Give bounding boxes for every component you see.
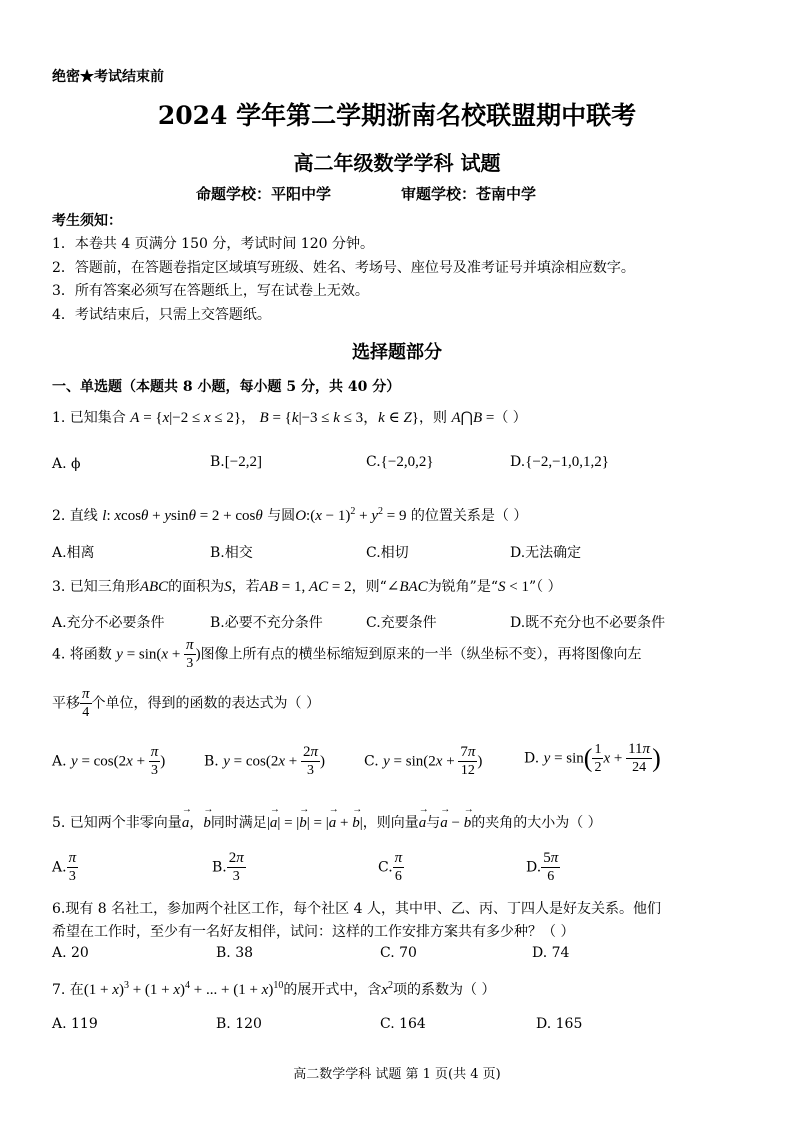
q1-option-b: B.[−2,2] xyxy=(210,454,262,470)
question-5-stem: 5. 已知两个非零向量→ a，→ b同时满足|→ a| = |→ b| = |→ a + → b|，则向量→ a与→ a − → b的夹角的大小为（ ） xyxy=(52,812,602,832)
q3-option-d: D.既不充分也不必要条件 xyxy=(510,615,666,631)
exam-title: 2024 学年第二学期浙南名校联盟期中联考 xyxy=(157,101,637,130)
q3-option-c: C.充要条件 xyxy=(366,615,437,631)
q3-option-a: A.充分不必要条件 xyxy=(52,615,165,631)
notice-item: 1．本卷共 4 页满分 150 分，考试时间 120 分钟。 xyxy=(52,236,374,252)
question-7-stem: 7. 在$(1 + x)^3 + (1 + x)^4$ + ... + $(1 + x)^{10}$的展开式中，含$x^2$项的系数为（ ） xyxy=(52,980,496,998)
notice-item: 3．所有答案必须写在答题纸上，写在试卷上无效。 xyxy=(52,283,369,299)
school-info xyxy=(196,183,536,204)
q5-option-b: B. $\frac{2\pi}{3}$ xyxy=(212,850,244,884)
part-heading: 一、单选题（本题共 8 小题，每小题 5 分，共 40 分） xyxy=(52,379,401,395)
q6-option-c: C. 70 xyxy=(380,945,417,961)
question-2-stem: 2. 直线 l: xcosθ + ysinθ = 2 + cosθ 与圆O:(x − $1)^2 + y^2 = 9$ 的位置关系是（ ） xyxy=(52,506,528,524)
q2-option-d: D.无法确定 xyxy=(510,545,582,561)
q6-option-b: B. 38 xyxy=(216,945,254,961)
question-4-stem-line2: 平移 $\frac{\pi}{4}$ 个单位，得到的函数的表达式为（ ） xyxy=(52,686,320,720)
q1-option-a: A. ϕ xyxy=(52,456,81,472)
q5-option-c: C. $\frac{\pi}{6}$ xyxy=(378,850,403,884)
notice-item: 4．考试结束后，只需上交答题纸。 xyxy=(52,307,271,323)
q5-option-a: A. $\frac{\pi}{3}$ xyxy=(52,850,77,884)
q4-option-d: D. y = sin( $\frac{1}{2}$ x + $\frac{11\pi}{24}$ ) xyxy=(524,741,661,775)
notice-item: 2．答题前，在答题卷指定区域填写班级、姓名、考场号、座位号及准考证号并填涂相应数字。 xyxy=(52,260,635,276)
exam-subtitle: 高二年级数学学科 试题 xyxy=(293,151,501,175)
secret-label: 绝密★考试结束前 xyxy=(52,69,164,85)
q4-option-b: B. y = cos(2x + $\frac{2\pi}{3}$ ) xyxy=(204,744,325,778)
q3-option-b: B.必要不充分条件 xyxy=(210,615,323,631)
q4-option-c: C. y = sin(2x + $\frac{7\pi}{12}$ ) xyxy=(364,744,483,778)
page-footer: 高二数学学科 试题 第 1 页(共 4 页) xyxy=(293,1067,501,1082)
reviewer-school: 审题学校：苍南中学 xyxy=(401,185,537,203)
setter-school: 命题学校：平阳中学 xyxy=(196,185,332,203)
q7-option-d: D. 165 xyxy=(536,1016,583,1032)
notice-heading: 考生须知： xyxy=(52,213,122,229)
q6-option-d: D. 74 xyxy=(532,945,570,961)
q2-option-a: A.相离 xyxy=(52,545,95,561)
q1-option-d: D.{−2,−1,0,1,2} xyxy=(510,454,610,470)
q2-option-c: C.相切 xyxy=(366,545,409,561)
question-6-line2: 希望在工作时，至少有一名好友相伴，试问：这样的工作安排方案共有多少种？（ ） xyxy=(52,924,575,940)
q7-option-c: C. 164 xyxy=(380,1016,426,1032)
q1-option-c: C.{−2,0,2} xyxy=(366,454,434,470)
question-1-stem: 1. 已知集合 A = {x|−2 ≤ x ≤ 2}， B = {k|−3 ≤ k ≤ 3，k ∈ Z}，则 A⋂B =（ ） xyxy=(52,410,527,426)
section-title: 选择题部分 xyxy=(352,342,442,363)
q7-option-a: A. 119 xyxy=(52,1016,98,1032)
q6-option-a: A. 20 xyxy=(52,945,89,961)
q5-option-d: D. $\frac{5\pi}{6}$ xyxy=(526,850,559,884)
question-3-stem: 3. 已知三角形ABC的面积为S，若AB = 1, AC = 2，则“∠BAC为锐角”是“S < 1”（ ） xyxy=(52,579,562,595)
q4-option-a: A. y = cos(2x + $\frac{\pi}{3}$ ) xyxy=(52,744,166,778)
q2-option-b: B.相交 xyxy=(210,545,253,561)
question-6-line1: 6.现有 8 名社工，参加两个社区工作，每个社区 4 人，其中甲、乙、丙、丁四人是好友关系。他们 xyxy=(52,901,661,917)
q7-option-b: B. 120 xyxy=(216,1016,262,1032)
question-4-stem: 4. 将函数 y = sin(x + $\frac{\pi}{3}$ )图像上所有点的横坐标缩短到原来的一半（纵坐标不变），再将图像向左 xyxy=(52,637,642,671)
